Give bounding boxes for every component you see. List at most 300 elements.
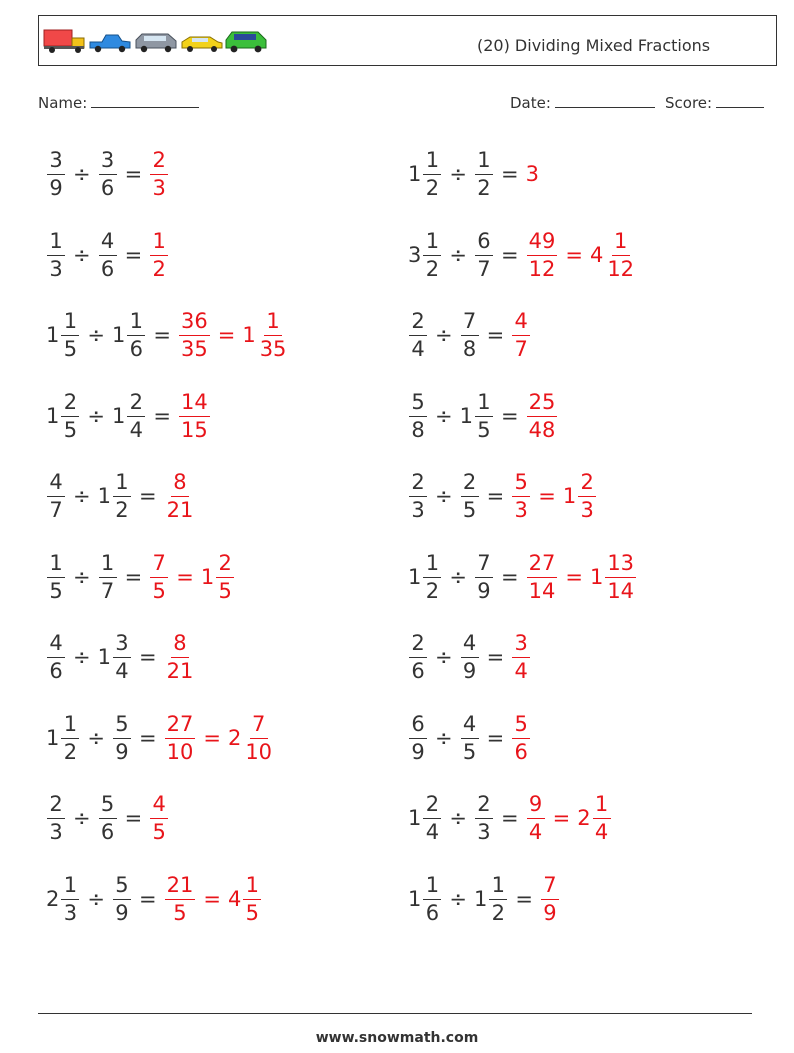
numerator: 4 (47, 472, 65, 497)
equals-sign: = (138, 484, 157, 508)
numerator: 1 (61, 875, 79, 900)
denominator: 48 (528, 417, 556, 442)
numerator: 1 (127, 311, 145, 336)
fraction (46, 711, 80, 764)
denominator: 5 (63, 417, 78, 442)
numerator: 7 (150, 553, 168, 578)
fraction-stack (165, 872, 196, 925)
problem-item (408, 381, 558, 451)
numerator: 2 (409, 472, 427, 497)
numerator: 1 (475, 150, 493, 175)
answer (511, 308, 531, 361)
fraction-stack (99, 550, 117, 603)
equals-sign: = (486, 484, 505, 508)
numerator: 1 (61, 714, 79, 739)
fraction (408, 469, 428, 522)
whole-number: 4 (589, 243, 604, 267)
fraction-stack (165, 711, 196, 764)
fraction-stack (47, 147, 65, 200)
numerator: 2 (461, 472, 479, 497)
numerator: 1 (99, 553, 117, 578)
numerator: 3 (47, 150, 65, 175)
fraction-stack (527, 389, 558, 442)
fraction-stack (61, 872, 79, 925)
numerator: 1 (612, 231, 630, 256)
denominator: 10 (245, 739, 273, 764)
numerator: 1 (423, 150, 441, 175)
equals-sign: = (124, 806, 143, 830)
problem-item (46, 783, 169, 853)
fraction-stack (461, 469, 479, 522)
divide-sign: ÷ (449, 243, 467, 267)
fraction-stack (461, 711, 479, 764)
answer (149, 550, 169, 603)
denominator: 6 (514, 739, 528, 764)
fraction (408, 791, 442, 844)
equals-sign: = (486, 726, 505, 750)
whole-number: 1 (46, 726, 60, 750)
fraction-stack (423, 228, 441, 281)
denominator: 5 (49, 578, 63, 603)
denominator: 9 (462, 658, 477, 683)
numerator: 1 (61, 311, 79, 336)
fraction (97, 469, 132, 522)
numerator: 2 (127, 392, 145, 417)
equals-sign: = (552, 806, 571, 830)
denominator: 15 (180, 417, 208, 442)
fraction-stack (99, 147, 117, 200)
divide-sign: ÷ (435, 645, 453, 669)
denominator: 14 (607, 578, 635, 603)
denominator: 2 (115, 497, 129, 522)
denominator: 5 (245, 900, 259, 925)
fraction-stack (512, 630, 530, 683)
divide-sign: ÷ (73, 484, 91, 508)
fraction (98, 550, 118, 603)
equals-sign: = (153, 404, 171, 428)
fraction (112, 872, 132, 925)
divide-sign: ÷ (73, 162, 91, 186)
equals-sign: = (565, 565, 583, 589)
divide-sign: ÷ (449, 887, 467, 911)
fraction-stack (409, 389, 427, 442)
numerator: 1 (423, 553, 441, 578)
problem-item (46, 703, 275, 773)
numerator: 27 (527, 553, 558, 578)
equals-sign: = (500, 806, 519, 830)
suv-icon (226, 32, 266, 52)
equals-sign: = (500, 404, 519, 428)
answer (164, 872, 197, 925)
taxi-icon (182, 37, 222, 52)
numerator: 1 (47, 553, 65, 578)
fraction-stack (593, 791, 611, 844)
fraction-stack (527, 550, 558, 603)
answer (149, 791, 169, 844)
numerator: 2 (409, 633, 427, 658)
fraction-stack (165, 469, 196, 522)
numerator: 1 (47, 231, 65, 256)
fraction-stack (475, 791, 493, 844)
fraction (98, 791, 118, 844)
denominator: 8 (462, 336, 477, 361)
fraction (473, 872, 508, 925)
fraction-stack (423, 791, 441, 844)
answer-mixed (227, 711, 275, 764)
numerator: 4 (47, 633, 65, 658)
fraction-stack (61, 308, 79, 361)
denominator: 4 (115, 658, 129, 683)
equals-sign: = (515, 887, 533, 911)
equals-sign: = (153, 323, 171, 347)
equals-sign: = (203, 887, 221, 911)
fraction-stack (461, 308, 479, 361)
denominator: 3 (580, 497, 594, 522)
denominator: 5 (152, 578, 166, 603)
answer (526, 389, 559, 442)
numerator: 5 (99, 794, 117, 819)
numerator: 2 (61, 392, 79, 417)
equals-sign: = (138, 887, 157, 911)
answer (526, 228, 559, 281)
divide-sign: ÷ (73, 806, 91, 830)
numerator: 4 (99, 231, 117, 256)
denominator: 6 (100, 175, 115, 200)
footer-url: www.snowmath.com (315, 1030, 479, 1046)
numerator: 3 (99, 150, 117, 175)
fraction-stack (47, 791, 65, 844)
denominator: 12 (607, 256, 635, 281)
fraction-stack (605, 228, 636, 281)
answer-mixed (589, 550, 637, 603)
denominator: 7 (477, 256, 491, 281)
equals-sign: = (176, 565, 194, 589)
score-label: Score: (665, 94, 713, 112)
answer (164, 630, 197, 683)
fraction-stack (165, 630, 196, 683)
fraction-stack (605, 550, 636, 603)
fraction (98, 147, 118, 200)
numerator: 1 (243, 875, 261, 900)
denominator: 2 (152, 256, 166, 281)
divide-sign: ÷ (87, 404, 105, 428)
fraction (408, 550, 442, 603)
divide-sign: ÷ (73, 243, 91, 267)
problem-item (46, 864, 262, 934)
equals-sign: = (124, 243, 143, 267)
numerator: 1 (475, 392, 493, 417)
fraction (460, 308, 480, 361)
denominator: 3 (411, 497, 425, 522)
equals-sign: = (138, 726, 157, 750)
numerator: 2 (216, 553, 234, 578)
divide-sign: ÷ (449, 806, 467, 830)
denominator: 8 (411, 417, 425, 442)
equals-sign: = (538, 484, 556, 508)
equals-sign: = (486, 323, 505, 347)
denominator: 6 (49, 658, 63, 683)
answer-mixed (200, 550, 235, 603)
fraction-stack (179, 389, 210, 442)
answer (540, 872, 560, 925)
numerator: 3 (113, 633, 131, 658)
denominator: 12 (528, 256, 556, 281)
divide-sign: ÷ (435, 404, 453, 428)
fraction (460, 630, 480, 683)
numerator: 13 (605, 553, 636, 578)
fraction-stack (150, 550, 168, 603)
numerator: 2 (423, 794, 441, 819)
denominator: 6 (100, 256, 115, 281)
denominator: 5 (173, 900, 187, 925)
denominator: 5 (462, 497, 477, 522)
vehicle-icons (42, 26, 272, 54)
answer (511, 469, 531, 522)
fraction-stack (99, 228, 117, 281)
fraction-stack (409, 308, 427, 361)
denominator: 2 (491, 900, 506, 925)
fraction (408, 872, 442, 925)
fraction (97, 630, 132, 683)
whole-number: 3 (525, 162, 539, 186)
divide-sign: ÷ (435, 323, 453, 347)
fraction (459, 389, 494, 442)
divide-sign: ÷ (449, 565, 467, 589)
denominator: 6 (411, 658, 425, 683)
fraction-stack (409, 711, 427, 764)
denominator: 4 (514, 658, 528, 683)
numerator: 6 (409, 714, 427, 739)
denominator: 9 (115, 900, 129, 925)
denominator: 9 (115, 739, 129, 764)
fraction-stack (113, 469, 131, 522)
problem-item (408, 864, 560, 934)
denominator: 9 (477, 578, 491, 603)
numerator: 7 (250, 714, 268, 739)
answer (511, 630, 531, 683)
fraction-stack (47, 550, 65, 603)
denominator: 2 (425, 175, 440, 200)
fraction-stack (475, 389, 493, 442)
problem-item (408, 139, 540, 209)
denominator: 21 (166, 497, 194, 522)
fraction-stack (243, 711, 274, 764)
score-field (665, 93, 764, 112)
problem-item (46, 220, 169, 290)
denominator: 9 (543, 900, 557, 925)
numerator: 5 (512, 714, 530, 739)
fraction-stack (258, 308, 289, 361)
denominator: 5 (477, 417, 491, 442)
denominator: 6 (425, 900, 440, 925)
numerator: 27 (165, 714, 196, 739)
footer-divider (38, 1013, 752, 1014)
equals-sign: = (500, 162, 519, 186)
problem-item (46, 461, 196, 531)
answer (149, 228, 169, 281)
fraction (111, 389, 146, 442)
denominator: 3 (152, 175, 166, 200)
fraction (46, 469, 66, 522)
divide-sign: ÷ (435, 484, 453, 508)
whole-number: 1 (408, 806, 422, 830)
fraction-stack (527, 228, 558, 281)
fraction-stack (423, 872, 441, 925)
denominator: 5 (63, 336, 78, 361)
fraction-stack (423, 147, 441, 200)
fraction-stack (61, 711, 79, 764)
denominator: 4 (528, 819, 543, 844)
problem-item (46, 542, 235, 612)
fraction-stack (512, 711, 530, 764)
answer (164, 469, 197, 522)
numerator: 1 (150, 231, 168, 256)
denominator: 2 (425, 578, 440, 603)
equals-sign: = (203, 726, 221, 750)
fraction (408, 630, 428, 683)
fraction-stack (113, 630, 131, 683)
whole-number: 2 (577, 806, 591, 830)
numerator: 5 (113, 875, 131, 900)
numerator: 5 (512, 472, 530, 497)
denominator: 21 (166, 658, 194, 683)
numerator: 3 (512, 633, 530, 658)
numerator: 8 (171, 472, 189, 497)
whole-number: 1 (459, 404, 473, 428)
fraction (111, 308, 146, 361)
numerator: 25 (527, 392, 558, 417)
date-line[interactable] (555, 93, 655, 108)
equals-sign: = (217, 323, 236, 347)
numerator: 7 (461, 311, 479, 336)
numerator: 5 (409, 392, 427, 417)
answer (149, 147, 169, 200)
fraction (460, 711, 480, 764)
problem-item (46, 300, 289, 370)
denominator: 5 (218, 578, 232, 603)
whole-number: 4 (227, 887, 242, 911)
fraction (46, 147, 66, 200)
denominator: 3 (49, 819, 63, 844)
fraction-stack (527, 791, 545, 844)
numerator: 49 (527, 231, 558, 256)
fraction-stack (127, 308, 145, 361)
date-label: Date: (510, 94, 551, 112)
problem-item (408, 542, 637, 612)
name-field (38, 93, 199, 112)
fraction-stack (461, 630, 479, 683)
answer (178, 308, 211, 361)
date-field (510, 93, 655, 112)
answer (511, 711, 531, 764)
fraction-stack (489, 872, 507, 925)
equals-sign: = (565, 243, 583, 267)
numerator: 4 (461, 633, 479, 658)
whole-number: 1 (97, 645, 111, 669)
fraction-stack (423, 550, 441, 603)
fraction-stack (578, 469, 596, 522)
answer-mixed (227, 872, 262, 925)
whole-number: 1 (562, 484, 577, 508)
denominator: 2 (477, 175, 491, 200)
denominator: 7 (100, 578, 115, 603)
fraction-stack (47, 228, 65, 281)
numerator: 14 (179, 392, 210, 417)
denominator: 5 (462, 739, 477, 764)
whole-number: 1 (97, 484, 111, 508)
divide-sign: ÷ (73, 565, 91, 589)
denominator: 35 (180, 336, 208, 361)
numerator: 7 (541, 875, 559, 900)
numerator: 1 (423, 231, 441, 256)
denominator: 3 (477, 819, 491, 844)
numerator: 6 (475, 231, 493, 256)
score-line[interactable] (716, 93, 764, 108)
whole-number: 3 (408, 243, 422, 267)
fraction (46, 228, 66, 281)
whole-number: 2 (46, 887, 60, 911)
whole-number: 1 (473, 887, 488, 911)
fraction (408, 147, 442, 200)
fraction (408, 228, 442, 281)
whole-number: 1 (242, 323, 256, 347)
name-line[interactable] (91, 93, 199, 108)
divide-sign: ÷ (87, 887, 105, 911)
fraction (46, 308, 80, 361)
divide-sign: ÷ (87, 323, 105, 347)
fraction-stack (61, 389, 79, 442)
denominator: 3 (63, 900, 78, 925)
numerator: 4 (150, 794, 168, 819)
van-icon (136, 34, 176, 52)
numerator: 21 (165, 875, 196, 900)
problem-item (408, 703, 531, 773)
denominator: 4 (129, 417, 144, 442)
numerator: 2 (578, 472, 596, 497)
fraction (46, 389, 80, 442)
pickup-icon (90, 35, 130, 52)
whole-number: 1 (46, 404, 60, 428)
denominator: 5 (152, 819, 166, 844)
fraction (46, 630, 66, 683)
divide-sign: ÷ (449, 162, 467, 186)
fraction-stack (512, 308, 530, 361)
fraction (408, 711, 428, 764)
divide-sign: ÷ (435, 726, 453, 750)
numerator: 4 (461, 714, 479, 739)
whole-number: 1 (408, 887, 422, 911)
answer (526, 550, 559, 603)
problem-item (46, 139, 169, 209)
name-label: Name: (38, 94, 88, 112)
fraction (408, 308, 428, 361)
fraction-stack (512, 469, 530, 522)
denominator: 3 (514, 497, 528, 522)
whole-number: 1 (46, 323, 60, 347)
fraction (474, 147, 494, 200)
denominator: 4 (425, 819, 440, 844)
fraction (460, 469, 480, 522)
numerator: 36 (179, 311, 210, 336)
numerator: 1 (264, 311, 282, 336)
numerator: 4 (512, 311, 530, 336)
numerator: 1 (593, 794, 611, 819)
problem-item (408, 461, 597, 531)
numerator: 1 (113, 472, 131, 497)
divide-sign: ÷ (73, 645, 91, 669)
fraction (474, 228, 494, 281)
fraction-stack (216, 550, 234, 603)
